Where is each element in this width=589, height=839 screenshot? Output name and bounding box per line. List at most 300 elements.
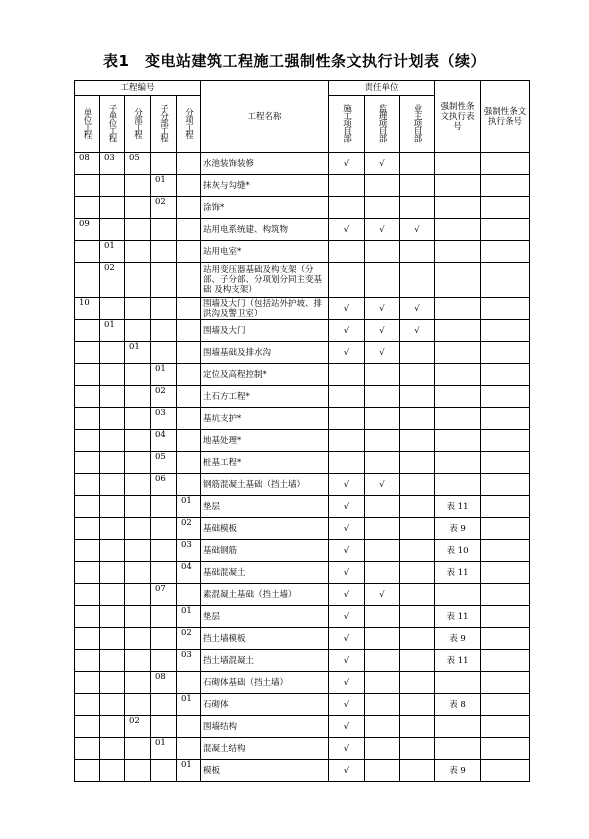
project-code-header: 工程编号 [75,81,201,96]
mandatory-table-cell: 表 10 [435,540,481,562]
subunit-code-cell [100,540,125,562]
subunit-code-cell [100,628,125,650]
mandatory-table-cell [435,263,481,298]
subdivision-code-cell [151,628,177,650]
unit-code-cell [75,408,100,430]
mandatory-clause-cell [481,518,530,540]
mandatory-clause-cell [481,672,530,694]
subunit-code-cell [100,364,125,386]
project-name-cell: 定位及高程控制* [201,364,329,386]
table-row [75,364,530,386]
table-row [75,298,530,320]
project-name-cell: 站用变压器基础及构支架（分部、子分部、分项划分同主变基础 及构支架） [201,263,329,298]
construction-check-cell: √ [329,474,365,496]
mandatory-table-cell [435,738,481,760]
mandatory-table-cell: 表 9 [435,518,481,540]
owner-check-cell [400,694,435,716]
construction-check-cell: √ [329,496,365,518]
subdivision-code-cell: 01 [151,738,177,760]
unit-code-cell [75,716,100,738]
subdivision-code-cell: 02 [151,386,177,408]
item-code-cell [177,320,201,342]
supervision-check-cell [365,738,400,760]
division-code-cell: 05 [125,153,151,175]
supervision-check-cell: √ [365,219,400,241]
supervision-check-cell: √ [365,320,400,342]
mandatory-clause-cell [481,760,530,782]
mandatory-clause-cell [481,197,530,219]
mandatory-clause-cell [481,430,530,452]
unit-code-cell [75,628,100,650]
unit-code-cell [75,474,100,496]
owner-check-cell [400,342,435,364]
mandatory-table-cell [435,320,481,342]
subdivision-code-cell: 07 [151,584,177,606]
construction-check-cell: √ [329,584,365,606]
unit-code-cell [75,241,100,263]
construction-check-cell: √ [329,518,365,540]
division-code-cell [125,430,151,452]
table-row [75,197,530,219]
subunit-header: 子单位工程 [100,96,125,153]
supervision-check-cell [365,562,400,584]
table-row [75,738,530,760]
construction-dept-header: 施工项目部 [329,96,365,153]
supervision-check-cell [365,606,400,628]
mandatory-clause-cell [481,650,530,672]
unit-code-cell [75,650,100,672]
owner-check-cell: √ [400,320,435,342]
project-name-header: 工程名称 [201,81,329,153]
construction-check-cell: √ [329,320,365,342]
subdivision-code-cell: 01 [151,175,177,197]
construction-check-cell [329,175,365,197]
construction-check-cell: √ [329,540,365,562]
table-row [75,694,530,716]
supervision-check-cell [365,408,400,430]
mandatory-table-cell [435,430,481,452]
table-row [75,408,530,430]
unit-code-cell [75,694,100,716]
construction-check-cell: √ [329,342,365,364]
table-row [75,430,530,452]
division-code-cell [125,650,151,672]
mandatory-clause-cell [481,606,530,628]
table-row [75,320,530,342]
table-row [75,175,530,197]
project-name-cell: 站用电室* [201,241,329,263]
owner-check-cell [400,408,435,430]
mandatory-table-cell [435,364,481,386]
division-header: 分部工程 [125,96,151,153]
construction-check-cell: √ [329,606,365,628]
owner-check-cell [400,562,435,584]
table-row [75,628,530,650]
construction-check-cell [329,364,365,386]
item-code-cell: 01 [177,496,201,518]
unit-code-cell [75,386,100,408]
item-code-cell [177,408,201,430]
mandatory-table-cell [435,197,481,219]
unit-header: 单位工程 [75,96,100,153]
mandatory-table-cell [435,672,481,694]
subunit-code-cell [100,760,125,782]
unit-code-cell [75,584,100,606]
owner-check-cell [400,606,435,628]
division-code-cell [125,219,151,241]
table-row [75,153,530,175]
supervision-check-cell: √ [365,474,400,496]
division-code-cell [125,694,151,716]
mandatory-clause-header: 强制性条文执行条号 [481,81,530,153]
supervision-check-cell: √ [365,298,400,320]
project-name-cell: 围墙结构 [201,716,329,738]
mandatory-clause-cell [481,241,530,263]
item-code-cell: 01 [177,760,201,782]
owner-check-cell [400,263,435,298]
division-code-cell [125,386,151,408]
table-row [75,219,530,241]
subdivision-code-cell [151,342,177,364]
subdivision-code-cell: 03 [151,408,177,430]
table-body [75,153,530,782]
mandatory-clause-cell [481,584,530,606]
subdivision-code-cell [151,518,177,540]
table-row [75,496,530,518]
table-row [75,584,530,606]
subunit-code-cell [100,584,125,606]
supervision-check-cell [365,694,400,716]
table-row [75,760,530,782]
mandatory-table-cell [435,298,481,320]
division-code-cell [125,408,151,430]
item-code-cell: 03 [177,540,201,562]
mandatory-clause-cell [481,364,530,386]
subunit-code-cell [100,518,125,540]
supervision-check-cell [365,452,400,474]
item-code-cell [177,197,201,219]
owner-check-cell [400,386,435,408]
subunit-code-cell [100,474,125,496]
supervision-check-cell [365,518,400,540]
subdivision-code-cell [151,263,177,298]
unit-code-cell [75,672,100,694]
item-code-cell [177,241,201,263]
owner-check-cell [400,540,435,562]
table-row [75,474,530,496]
construction-check-cell [329,241,365,263]
subunit-code-cell [100,716,125,738]
unit-code-cell [75,562,100,584]
construction-check-cell: √ [329,716,365,738]
division-code-cell: 01 [125,342,151,364]
owner-check-cell: √ [400,219,435,241]
mandatory-table-cell [435,716,481,738]
mandatory-table-cell [435,452,481,474]
mandatory-table-cell: 表 8 [435,694,481,716]
construction-check-cell [329,430,365,452]
supervision-check-cell [365,430,400,452]
construction-check-cell: √ [329,628,365,650]
supervision-check-cell [365,540,400,562]
construction-check-cell: √ [329,219,365,241]
division-code-cell [125,175,151,197]
mandatory-clause-cell [481,628,530,650]
construction-check-cell: √ [329,298,365,320]
division-code-cell [125,562,151,584]
supervision-check-cell [365,496,400,518]
project-name-cell: 围墙及大门（包括站外护坡、排洪沟及警卫室） [201,298,329,320]
table-row [75,716,530,738]
item-code-cell: 02 [177,518,201,540]
owner-check-cell [400,175,435,197]
mandatory-table-cell: 表 11 [435,650,481,672]
project-name-cell: 基础混凝土 [201,562,329,584]
mandatory-clause-cell [481,386,530,408]
mandatory-table-cell [435,474,481,496]
construction-check-cell: √ [329,562,365,584]
construction-check-cell: √ [329,738,365,760]
unit-code-cell [75,320,100,342]
project-name-cell: 石砌体 [201,694,329,716]
division-code-cell [125,241,151,263]
project-name-cell: 桩基工程* [201,452,329,474]
supervision-check-cell: √ [365,584,400,606]
construction-check-cell [329,197,365,219]
project-name-cell: 垫层 [201,606,329,628]
subunit-code-cell [100,175,125,197]
owner-check-cell [400,628,435,650]
item-code-cell [177,364,201,386]
table-row [75,386,530,408]
mandatory-table-header: 强制性条文执行表号 [435,81,481,153]
item-code-cell: 02 [177,628,201,650]
item-header: 分项工程 [177,96,201,153]
mandatory-table-cell [435,408,481,430]
supervision-check-cell [365,241,400,263]
item-code-cell [177,386,201,408]
construction-check-cell [329,408,365,430]
subunit-code-cell [100,452,125,474]
subunit-code-cell [100,496,125,518]
execution-plan-table [74,80,530,782]
table-row [75,672,530,694]
item-code-cell: 04 [177,562,201,584]
mandatory-clause-cell [481,298,530,320]
division-code-cell [125,496,151,518]
mandatory-clause-cell [481,263,530,298]
supervision-check-cell [365,650,400,672]
construction-check-cell: √ [329,672,365,694]
item-code-cell [177,175,201,197]
project-name-cell: 抹灰与勾缝* [201,175,329,197]
mandatory-clause-cell [481,320,530,342]
mandatory-table-cell [435,584,481,606]
division-code-cell [125,452,151,474]
item-code-cell [177,430,201,452]
subunit-code-cell [100,562,125,584]
subdivision-code-cell [151,153,177,175]
owner-check-cell [400,197,435,219]
subunit-code-cell [100,430,125,452]
division-code-cell: 02 [125,716,151,738]
division-code-cell [125,584,151,606]
division-code-cell [125,760,151,782]
unit-code-cell [75,430,100,452]
item-code-cell [177,219,201,241]
table-row [75,263,530,298]
unit-code-cell [75,197,100,219]
subunit-code-cell: 01 [100,241,125,263]
subdivision-code-cell [151,540,177,562]
table-row [75,342,530,364]
page-title: 表1 变电站建筑工程施工强制性条文执行计划表（续） [103,52,486,70]
mandatory-clause-cell [481,694,530,716]
mandatory-table-cell [435,153,481,175]
subunit-code-cell [100,386,125,408]
project-name-cell: 基坑支护* [201,408,329,430]
owner-dept-header: 业主项目部 [400,96,435,153]
subdivision-code-cell: 02 [151,197,177,219]
table-row [75,540,530,562]
supervision-check-cell [365,386,400,408]
subdivision-header: 子分部工程 [151,96,177,153]
project-name-cell: 水池装饰装修 [201,153,329,175]
mandatory-clause-cell [481,496,530,518]
subdivision-code-cell [151,694,177,716]
owner-check-cell [400,241,435,263]
subunit-code-cell: 02 [100,263,125,298]
mandatory-clause-cell [481,716,530,738]
owner-check-cell [400,738,435,760]
supervision-check-cell [365,263,400,298]
division-code-cell [125,606,151,628]
item-code-cell [177,452,201,474]
unit-code-cell [75,738,100,760]
unit-code-cell: 08 [75,153,100,175]
mandatory-table-cell: 表 11 [435,496,481,518]
owner-check-cell [400,760,435,782]
subdivision-code-cell [151,606,177,628]
item-code-cell [177,738,201,760]
subunit-code-cell: 01 [100,320,125,342]
item-code-cell: 01 [177,694,201,716]
division-code-cell [125,672,151,694]
mandatory-table-cell: 表 9 [435,760,481,782]
unit-code-cell [75,452,100,474]
subunit-code-cell [100,342,125,364]
subunit-code-cell [100,672,125,694]
project-name-cell: 挡土墙混凝土 [201,650,329,672]
unit-code-cell [75,175,100,197]
construction-check-cell [329,452,365,474]
unit-code-cell [75,342,100,364]
mandatory-clause-cell [481,408,530,430]
unit-code-cell [75,540,100,562]
mandatory-clause-cell [481,153,530,175]
supervision-check-cell [365,364,400,386]
mandatory-clause-cell [481,342,530,364]
owner-check-cell [400,672,435,694]
subdivision-code-cell [151,496,177,518]
mandatory-clause-cell [481,562,530,584]
table-row [75,606,530,628]
item-code-cell [177,298,201,320]
mandatory-clause-cell [481,474,530,496]
item-code-cell [177,716,201,738]
construction-check-cell: √ [329,760,365,782]
unit-code-cell [75,263,100,298]
owner-check-cell [400,716,435,738]
division-code-cell [125,263,151,298]
table-row [75,452,530,474]
project-name-cell: 站用电系统建、构筑物 [201,219,329,241]
responsible-unit-header: 责任单位 [329,81,435,96]
owner-check-cell [400,496,435,518]
subdivision-code-cell [151,241,177,263]
mandatory-clause-cell [481,452,530,474]
unit-code-cell [75,606,100,628]
unit-code-cell: 10 [75,298,100,320]
project-name-cell: 石砌体基础（挡土墙） [201,672,329,694]
mandatory-table-cell [435,342,481,364]
subunit-code-cell: 03 [100,153,125,175]
mandatory-table-cell: 表 11 [435,562,481,584]
subunit-code-cell [100,298,125,320]
subunit-code-cell [100,606,125,628]
supervision-check-cell [365,672,400,694]
construction-check-cell: √ [329,153,365,175]
subdivision-code-cell [151,650,177,672]
table-row [75,562,530,584]
subdivision-code-cell [151,760,177,782]
subdivision-code-cell: 08 [151,672,177,694]
project-name-cell: 地基处理* [201,430,329,452]
mandatory-clause-cell [481,219,530,241]
unit-code-cell [75,364,100,386]
supervision-check-cell [365,628,400,650]
project-name-cell: 基础钢筋 [201,540,329,562]
supervision-check-cell [365,175,400,197]
subunit-code-cell [100,219,125,241]
subdivision-code-cell [151,219,177,241]
project-name-cell: 模板 [201,760,329,782]
supervision-check-cell [365,197,400,219]
owner-check-cell [400,153,435,175]
project-name-cell: 围墙基础及排水沟 [201,342,329,364]
subdivision-code-cell: 06 [151,474,177,496]
construction-check-cell [329,263,365,298]
construction-check-cell: √ [329,694,365,716]
owner-check-cell: √ [400,298,435,320]
mandatory-table-cell [435,219,481,241]
owner-check-cell [400,364,435,386]
owner-check-cell [400,452,435,474]
item-code-cell [177,584,201,606]
item-code-cell: 03 [177,650,201,672]
owner-check-cell [400,430,435,452]
mandatory-table-cell: 表 11 [435,606,481,628]
supervision-check-cell: √ [365,153,400,175]
item-code-cell [177,263,201,298]
division-code-cell [125,298,151,320]
project-name-cell: 围墙及大门 [201,320,329,342]
division-code-cell [125,197,151,219]
supervision-check-cell [365,716,400,738]
division-code-cell [125,320,151,342]
item-code-cell [177,342,201,364]
subunit-code-cell [100,197,125,219]
